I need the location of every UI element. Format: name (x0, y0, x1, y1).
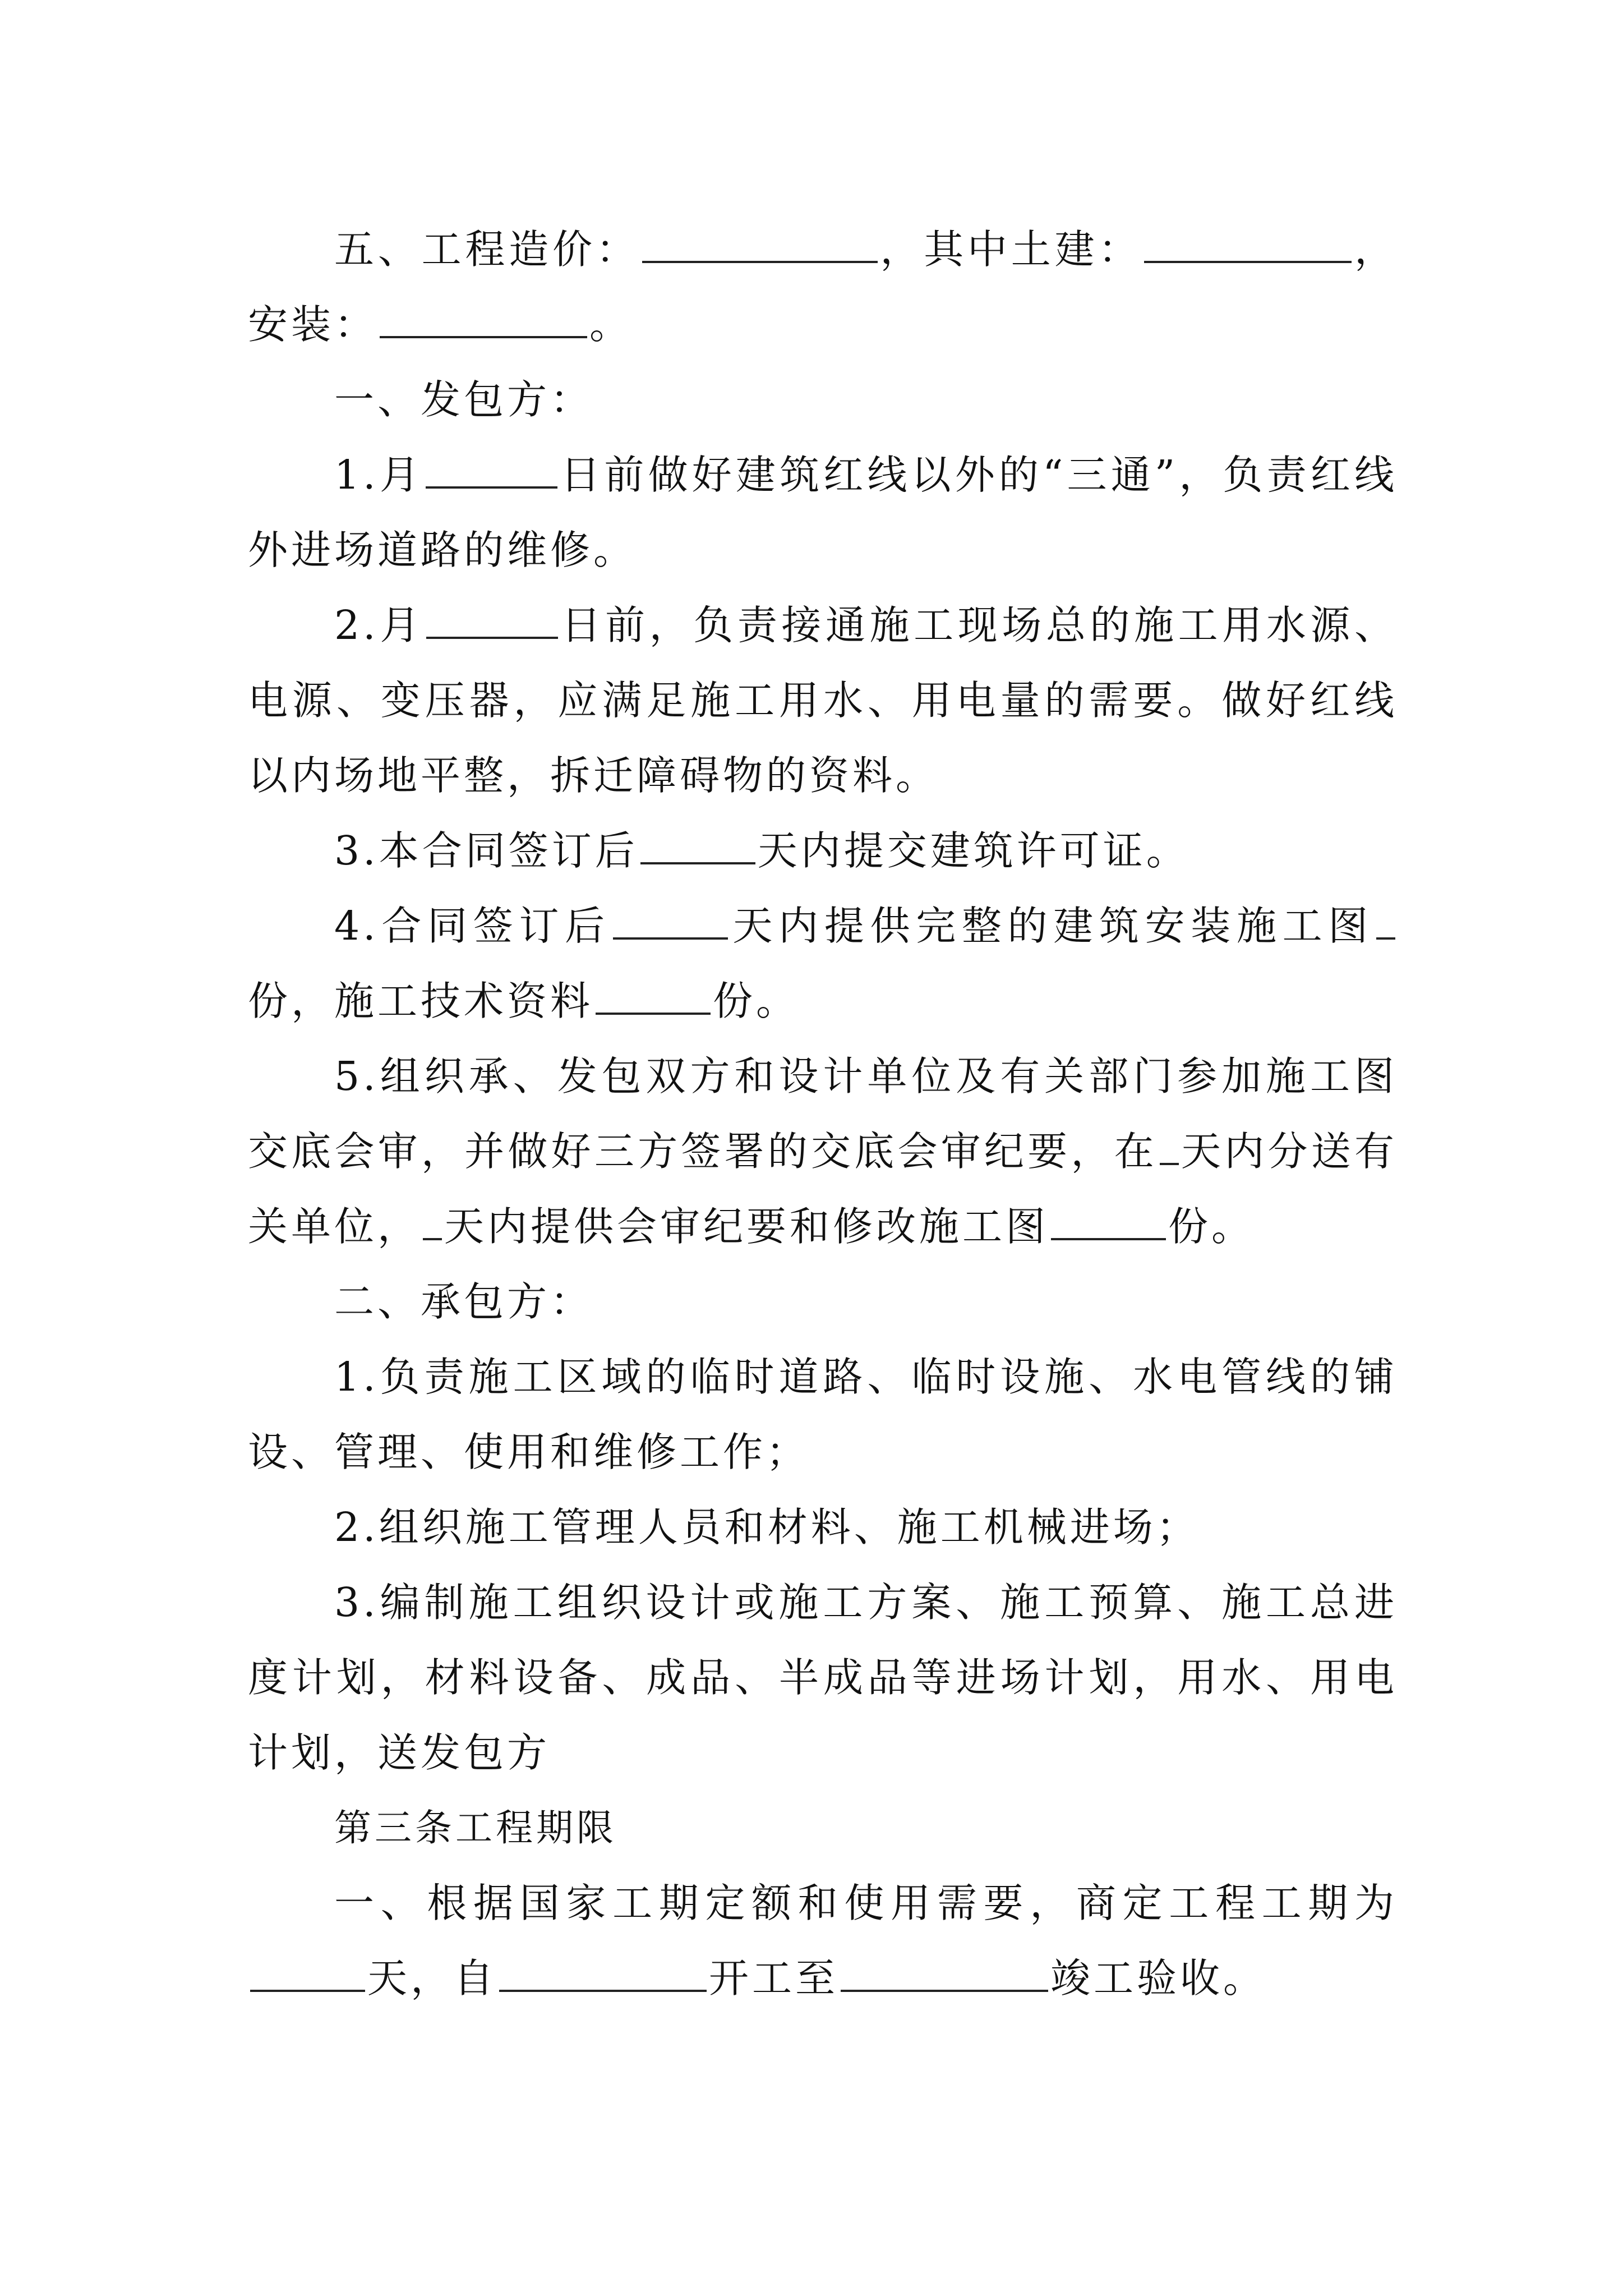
text-segment: 日前做好建筑红线以外的“三通”，负责红线外进场道路的维修。 (248, 452, 1398, 573)
text-segment: 开工至 (709, 1955, 839, 2001)
text-segment: 2.月 (334, 602, 424, 648)
text-segment: 二、承包方： (334, 1278, 594, 1325)
paragraph-employer-item-5 (248, 1039, 1398, 1264)
paragraph-contractor-item-3 (248, 1565, 1398, 1791)
text-segment: 4.合同签订后 (334, 903, 611, 949)
fill-in-blank-days (1160, 1132, 1179, 1165)
text-segment: 1.月 (334, 452, 424, 498)
text-segment: 。 (589, 301, 633, 348)
text-segment: ，其中土建： (879, 226, 1142, 273)
fill-in-blank-days (250, 1959, 365, 1992)
text-segment: 一、根据国家工期定额和使用需要，商定工程工期为 (334, 1880, 1398, 1926)
fill-in-blank-copies (1051, 1207, 1166, 1240)
paragraph-employer-item-4 (248, 889, 1398, 1039)
text-segment: 1.负责施工区域的临时道路、临时设施、水电管线的铺设、管理、使用和维修工作； (248, 1354, 1398, 1475)
fill-in-blank-days (613, 907, 728, 940)
text-segment: 天内提供会审纪要和修改施工图 (444, 1203, 1049, 1250)
fill-in-blank-completion-date (841, 1959, 1048, 1992)
paragraph-employer-item-1 (248, 438, 1398, 588)
text-segment: 5.组织承、发包双方和设计单位及有关部门参加施工图交底会审，并做好三方签署的交底会审纪要，在 (248, 1053, 1398, 1175)
fill-in-blank-start-date (499, 1959, 707, 1992)
paragraph-project-cost (248, 212, 1398, 362)
fill-in-blank-days (423, 1207, 442, 1240)
document-body (248, 212, 1398, 2016)
fill-in-blank-copies (596, 982, 711, 1015)
text-segment: 3.编制施工组织设计或施工方案、施工预算、施工总进度计划，材料设备、成品、半成品等进场计划，用水、用电计划，送发包方 (248, 1579, 1398, 1776)
text-segment: 天内分送有关单位， (248, 1128, 1398, 1250)
text-segment: 一、发包方： (334, 376, 594, 423)
fill-in-blank-total-cost (642, 230, 878, 263)
text-segment: 2.组织施工管理人员和材料、施工机械进场； (334, 1504, 1200, 1550)
paragraph-employer-item-2 (248, 588, 1398, 813)
text-segment: 五、工程造价： (334, 226, 640, 273)
fill-in-blank-copies (1376, 907, 1395, 940)
paragraph-contractor-item-1 (248, 1340, 1398, 1490)
fill-in-blank-date (426, 455, 557, 489)
paragraph-contractor-item-2 (248, 1490, 1398, 1565)
text-segment: 份。 (713, 978, 800, 1024)
paragraph-employer-item-3 (248, 813, 1398, 889)
section-heading-contractor (248, 1264, 1398, 1340)
fill-in-blank-installation (380, 305, 587, 338)
fill-in-blank-civil-works (1144, 230, 1352, 263)
text-segment: 日前，负责接通施工现场总的施工用水源、电源、变压器，应满足施工用水、用电量的需要。做好红线以内场地平整，拆迁障碍物的资料。 (248, 602, 1398, 799)
text-segment: ，安装： (248, 226, 1398, 348)
article-heading-project-period (248, 1791, 1398, 1866)
text-segment: 竣工验收。 (1050, 1955, 1267, 2001)
text-segment: 份，施工技术资料 (248, 978, 594, 1024)
text-segment: 份。 (1168, 1203, 1255, 1250)
text-segment: 天，自 (367, 1955, 497, 2001)
text-segment: 3.本合同签订后 (334, 827, 638, 874)
section-heading-employer (248, 362, 1398, 438)
text-segment: 天内提供完整的建筑安装施工图 (730, 903, 1374, 949)
fill-in-blank-date (426, 606, 558, 639)
fill-in-blank-days (640, 831, 755, 864)
text-segment: 天内提交建筑许可证。 (757, 827, 1189, 874)
paragraph-project-period-item-1 (248, 1866, 1398, 2016)
text-segment: 第三条工程期限 (334, 1806, 617, 1849)
